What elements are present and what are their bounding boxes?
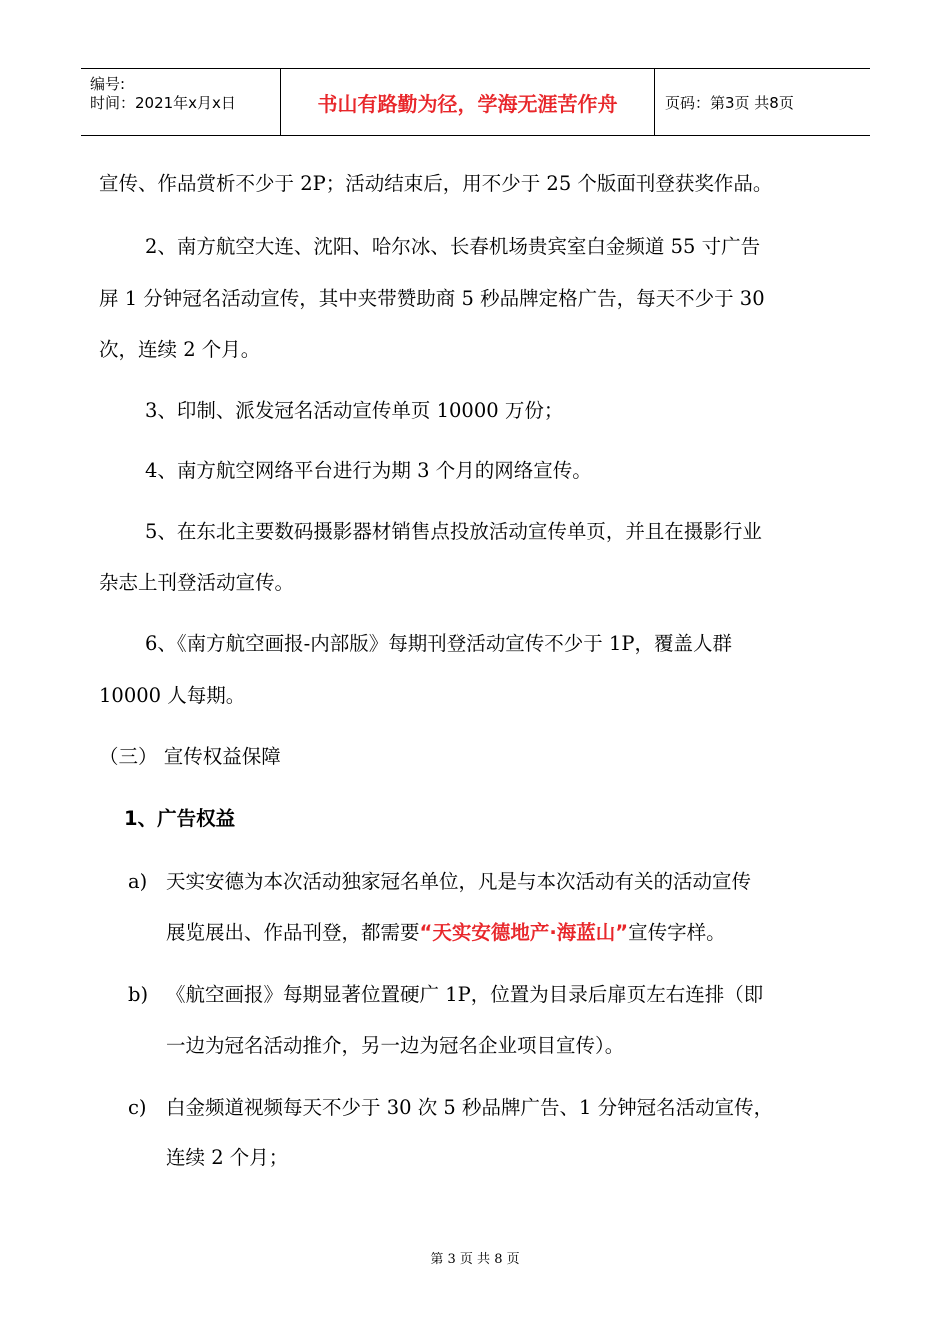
- paragraph-line: 屏 1 分钟冠名活动宣传，其中夹带赞助商 5 秒品牌定格广告，每天不少于 30: [99, 287, 765, 310]
- subsection-heading: 1、广告权益: [124, 807, 236, 830]
- paragraph-line: 3、印制、派发冠名活动宣传单页 10000 万份；: [145, 399, 564, 422]
- list-marker: a): [128, 870, 148, 893]
- list-item-line: 白金频道视频每天不少于 30 次 5 秒品牌广告、1 分钟冠名活动宣传，: [166, 1096, 774, 1119]
- list-item-line: 连续 2 个月；: [166, 1146, 289, 1169]
- header-motto: 书山有路勤为径，学海无涯苦作舟: [281, 69, 655, 135]
- list-item-text: 宣传字样。: [628, 921, 726, 944]
- paragraph-line: 5、在东北主要数码摄影器材销售点投放活动宣传单页，并且在摄影行业: [145, 520, 762, 543]
- paragraph-line: 10000 人每期。: [99, 684, 246, 707]
- header-page-info: 页码：第3页 共8页: [665, 93, 794, 112]
- serial-number-label: 编号:: [90, 75, 126, 93]
- list-item-line: [166, 923, 726, 943]
- list-item-line: 天实安德为本次活动独家冠名单位，凡是与本次活动有关的活动宣传: [166, 870, 752, 893]
- paragraph-line: 4、南方航空网络平台进行为期 3 个月的网络宣传。: [145, 459, 592, 482]
- paragraph-line: 6、《南方航空画报-内部版》每期刊登活动宣传不少于 1P，覆盖人群: [145, 632, 732, 655]
- list-marker: c): [128, 1096, 147, 1119]
- list-item-line: 《航空画报》每期显著位置硬广 1P，位置为目录后扉页左右连排（即: [166, 983, 764, 1006]
- page-footer: 第 3 页 共 8 页: [430, 1252, 520, 1267]
- paragraph-line: 杂志上刊登活动宣传。: [99, 571, 295, 594]
- header-table: [81, 68, 870, 136]
- paragraph-line: 宣传、作品赏析不少于 2P；活动结束后，用不少于 25 个版面刊登获奖作品。: [99, 172, 773, 195]
- list-marker: b): [128, 983, 149, 1006]
- paragraph-line: 2、南方航空大连、沈阳、哈尔冰、长春机场贵宾室白金频道 55 寸广告: [145, 235, 761, 258]
- paragraph-line: 次，连续 2 个月。: [99, 338, 261, 361]
- list-item-line: 一边为冠名活动推介，另一边为冠名企业项目宣传）。: [166, 1034, 625, 1057]
- section-heading: （三） 宣传权益保障: [99, 745, 281, 768]
- header-meta-cell: [81, 69, 281, 135]
- list-item-text: 展览展出、作品刊登，都需要: [166, 921, 420, 944]
- sponsor-brand-highlight: “天实安德地产·海蓝山”: [419, 921, 629, 944]
- date-label: 时间：2021年x月x日: [90, 94, 236, 112]
